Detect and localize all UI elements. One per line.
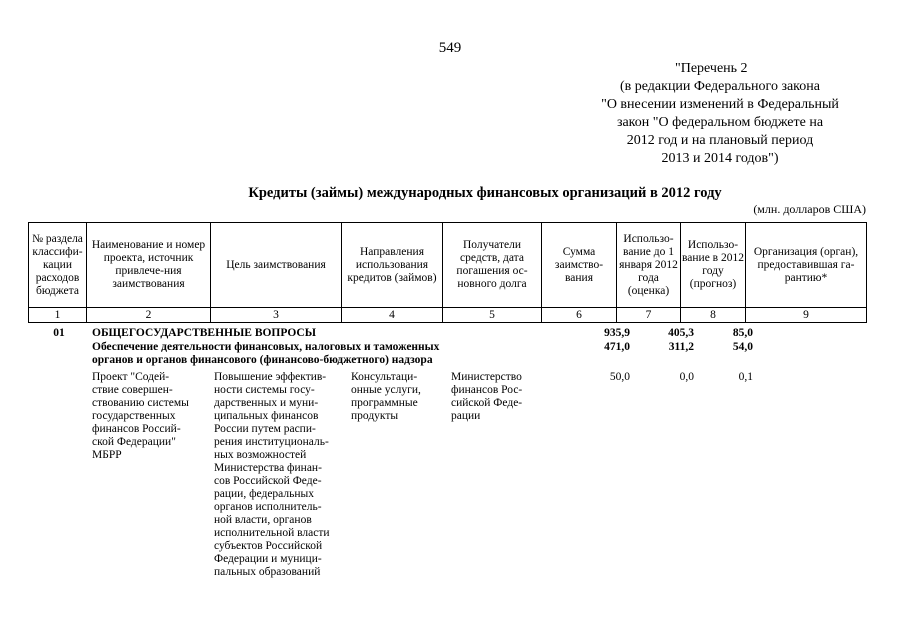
header-cell: Использо-вание в 2012 году (прогноз) xyxy=(681,223,746,308)
edition-note xyxy=(575,60,865,168)
edition-line: закон "О федеральном бюджете на xyxy=(616,115,824,130)
document-title: Кредиты (займы) международных финансовых организаций в 2012 году xyxy=(248,185,722,201)
header-cell: Использо-вание до 1 января 2012 года (оценка) xyxy=(617,223,681,308)
project-amount: 50,0 xyxy=(609,371,630,383)
edition-line: "О внесении изменений в Федеральный xyxy=(601,97,839,112)
edition-line: "Перечень 2 xyxy=(675,61,748,76)
column-number: 1 xyxy=(29,308,87,323)
column-number: 6 xyxy=(542,308,617,323)
page-number: 549 xyxy=(438,40,462,56)
project-directions: Консультаци- онные услуги, программные продукты xyxy=(351,371,421,422)
column-number: 5 xyxy=(443,308,542,323)
subsection-used-2012: 54,0 xyxy=(732,341,753,353)
project-name: Проект "Содей- ствие совершен- ствованию системы государственных финансов Россий- ской Федерации" МБРР xyxy=(92,371,189,461)
column-number: 3 xyxy=(211,308,342,323)
column-number: 9 xyxy=(746,308,867,323)
subsection-used-before: 311,2 xyxy=(668,341,694,353)
project-recipient: Министерство финансов Рос- сийской Феде- рации xyxy=(451,371,523,422)
project-used-2012: 0,1 xyxy=(738,371,753,383)
header-cell: Организация (орган), предоставившая га-рантию* xyxy=(746,223,867,308)
header-cell: № раздела классифи-кации расходов бюджета xyxy=(29,223,87,308)
section-name: ОБЩЕГОСУДАРСТВЕННЫЕ ВОПРОСЫ xyxy=(92,327,317,339)
subsection-amount: 471,0 xyxy=(604,341,630,353)
edition-line: 2012 год и на плановый период xyxy=(626,133,814,148)
header-cell: Направления использования кредитов (займов) xyxy=(342,223,443,308)
section-amount: 935,9 xyxy=(604,327,630,339)
units-note: (млн. долларов США) xyxy=(753,202,866,216)
column-number: 4 xyxy=(342,308,443,323)
column-number: 2 xyxy=(87,308,211,323)
edition-line: 2013 и 2014 годов") xyxy=(661,151,779,166)
edition-line: (в редакции Федерального закона xyxy=(620,79,820,94)
project-used-before: 0,0 xyxy=(679,371,694,383)
header-cell: Наименование и номер проекта, источник привлече-ния заимствования xyxy=(87,223,211,308)
column-number: 7 xyxy=(617,308,681,323)
header-cell: Получатели средств, дата погашения ос-новного долга xyxy=(443,223,542,308)
section-used-2012: 85,0 xyxy=(732,327,753,339)
section-used-before: 405,3 xyxy=(668,327,694,339)
section-code: 01 xyxy=(53,327,65,339)
subsection-name: Обеспечение деятельности финансовых, налоговых и таможенных органов и органов финансового (финансово-бюджетного) надзора xyxy=(92,341,440,366)
header-cell: Сумма заимство-вания xyxy=(542,223,617,308)
credits-table-header xyxy=(28,222,867,323)
column-number: 8 xyxy=(681,308,746,323)
project-purpose: Повышение эффектив- ности системы госу- дарственных и муни- ципальных финансов России путем распи- рения институциональ- ных возможностей Министерства финан- сов Российской Феде- рации, федеральных органов исполнитель- ной власти, органов исполнительной власти субъектов Российской Федерации и муници- пальных образований xyxy=(214,371,330,578)
header-cell: Цель заимствования xyxy=(211,223,342,308)
